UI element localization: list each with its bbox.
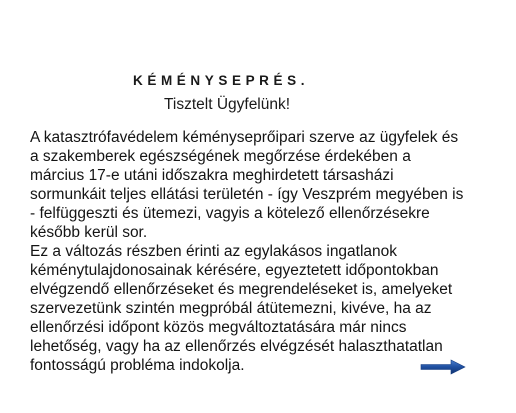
text-line: fontosságú probléma indokolja. bbox=[30, 357, 245, 374]
text-line: ellenőrzési időpont közös megváltoztatására már nincs bbox=[30, 319, 407, 336]
text-line: - felfüggeszti és ütemezi, vagyis a kötelező ellenőrzésekre bbox=[30, 205, 430, 222]
text-line: később kerül sor. bbox=[30, 224, 148, 241]
notice-body bbox=[30, 128, 516, 375]
text-line: sormunkáit teljes ellátási területén - így Veszprém megyében is bbox=[30, 186, 464, 203]
text-line: március 17-e utáni időszakra meghirdetett társasházi bbox=[30, 167, 394, 184]
text-line: Ez a változás részben érinti az egylakásos ingatlanok bbox=[30, 243, 398, 260]
arrow-right-icon bbox=[419, 358, 467, 376]
text-line: lehetőség, vagy ha az ellenőrzés elvégzését halaszthatatlan bbox=[30, 338, 443, 355]
notice-title: KÉMÉNYSEPRÉS. bbox=[133, 73, 310, 88]
greeting: Tisztelt Ügyfelünk! bbox=[164, 96, 291, 113]
text-line: a szakemberek egészségének megőrzése érdekében a bbox=[30, 148, 411, 165]
text-line: kéménytulajdonosainak kérésére, egyeztetett időpontokban bbox=[30, 262, 439, 279]
text-line: elvégzendő ellenőrzéseket és megrendeléseket is, amelyeket bbox=[30, 281, 453, 298]
next-page-button[interactable] bbox=[419, 358, 467, 376]
text-line: A katasztrófavédelem kéményseprőipari szerve az ügyfelek és bbox=[30, 129, 459, 146]
text-line: szervezetünk szintén megpróbál átütemezni, kivéve, ha az bbox=[30, 300, 432, 317]
paragraph-1 bbox=[30, 128, 516, 242]
paragraph-2 bbox=[30, 242, 516, 375]
